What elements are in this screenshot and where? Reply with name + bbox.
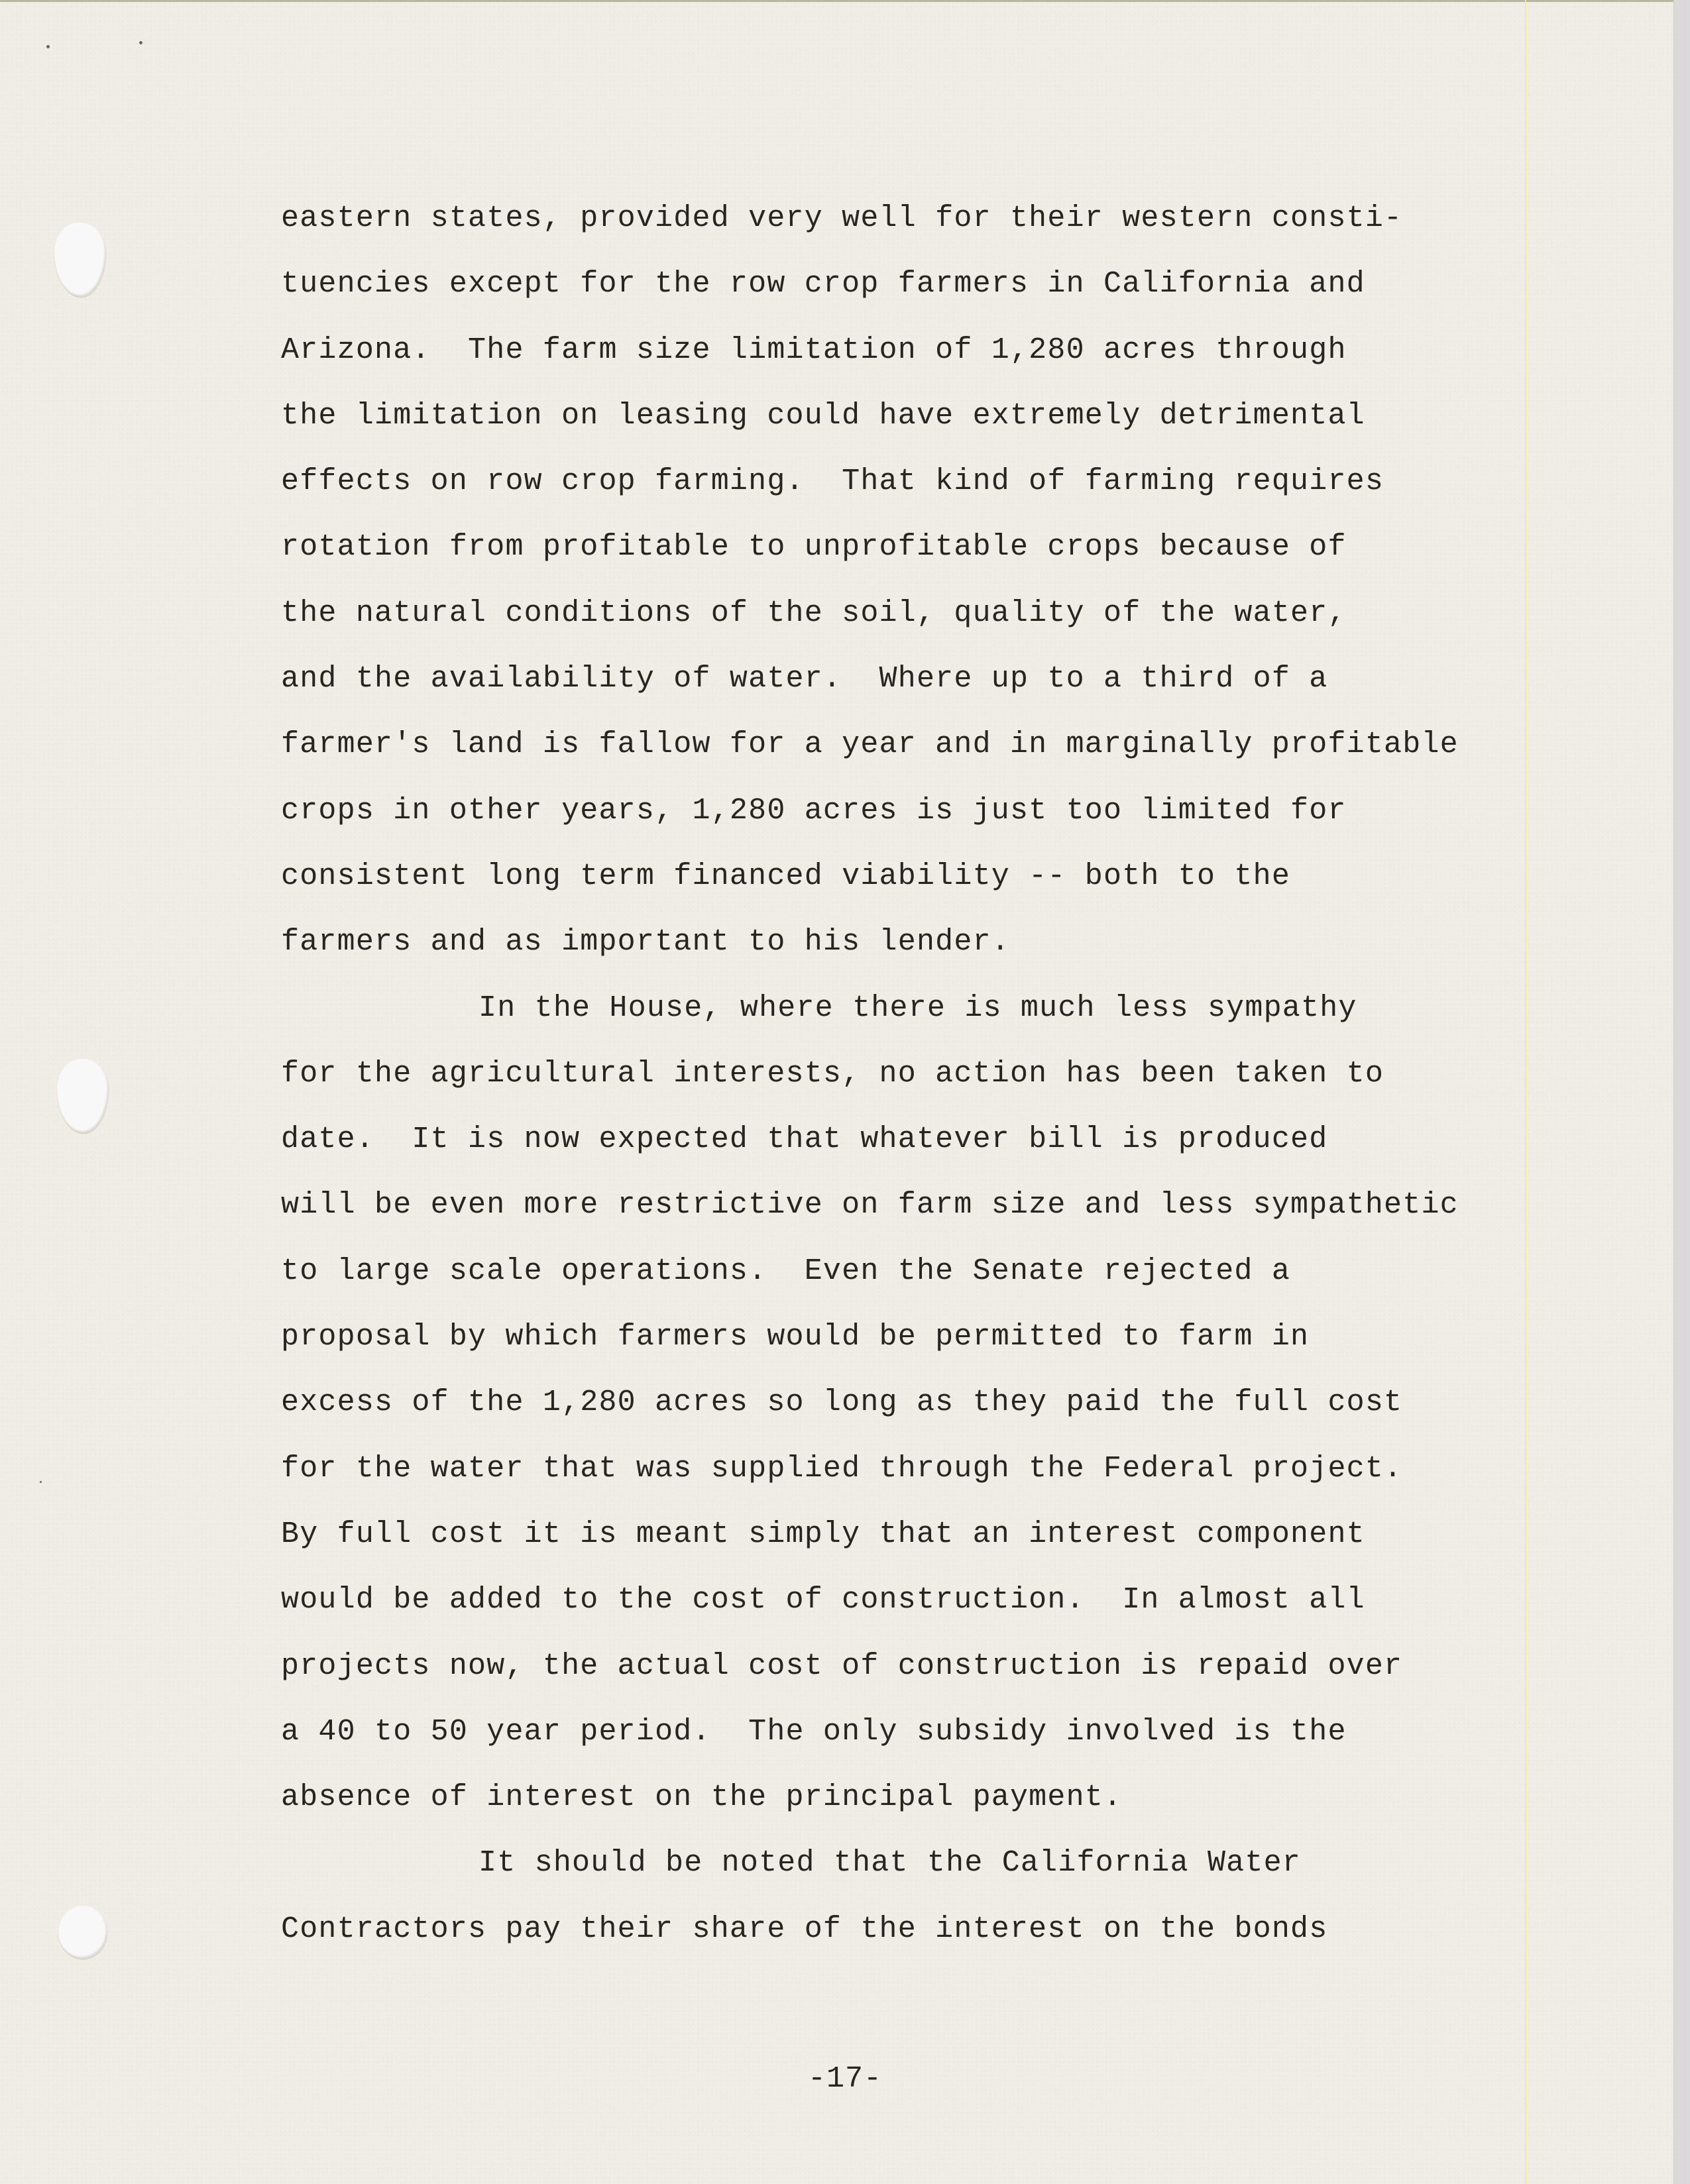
page-number: -17-: [807, 2062, 883, 2096]
paper-speck: [139, 41, 142, 44]
text-line: Contractors pay their share of the interest on the bonds: [281, 1912, 1328, 1946]
text-line: a 40 to 50 year period. The only subsidy involved is the: [281, 1714, 1347, 1749]
text-line: would be added to the cost of construction. In almost all: [281, 1583, 1365, 1617]
text-line: date. It is now expected that whatever bill is produced: [281, 1122, 1328, 1157]
paper-speck: [40, 1481, 42, 1483]
text-line: proposal by which farmers would be permitted to farm in: [281, 1320, 1310, 1354]
text-line: to large scale operations. Even the Senate rejected a: [281, 1254, 1291, 1288]
text-line: for the water that was supplied through the Federal project.: [281, 1451, 1403, 1486]
text-line: eastern states, provided very well for their western consti-: [281, 201, 1403, 235]
body-text: [281, 186, 1540, 1962]
text-line: the natural conditions of the soil, quality of the water,: [281, 596, 1347, 630]
paragraph-first-line: In the House, where there is much less sympathy: [479, 991, 1357, 1025]
text-line: projects now, the actual cost of construction is repaid over: [281, 1649, 1403, 1683]
text-line: and the availability of water. Where up to a third of a: [281, 662, 1328, 696]
scan-edge: [1673, 0, 1690, 2184]
punch-hole-bottom: [58, 1906, 107, 1959]
text-line: farmer's land is fallow for a year and in marginally profitable: [281, 728, 1459, 762]
page-top-edge: [0, 0, 1673, 2]
text-line: excess of the 1,280 acres so long as they paid the full cost: [281, 1386, 1403, 1420]
punch-hole-top: [54, 223, 106, 297]
text-line: will be even more restrictive on farm size and less sympathetic: [281, 1188, 1459, 1223]
text-line: consistent long term financed viability -- both to the: [281, 859, 1291, 893]
text-line: crops in other years, 1,280 acres is just too limited for: [281, 793, 1347, 828]
text-line: for the agricultural interests, no action has been taken to: [281, 1056, 1384, 1091]
text-line: Arizona. The farm size limitation of 1,280 acres through: [281, 333, 1347, 367]
text-line: tuencies except for the row crop farmers in California and: [281, 267, 1365, 301]
text-line: effects on row crop farming. That kind of farming requires: [281, 464, 1384, 499]
punch-hole-middle: [57, 1059, 109, 1133]
text-line: the limitation on leasing could have extremely detrimental: [281, 398, 1365, 433]
text-line: By full cost it is meant simply that an interest component: [281, 1517, 1365, 1551]
paragraph-first-line: It should be noted that the California Water: [479, 1846, 1301, 1881]
text-line: rotation from profitable to unprofitable crops because of: [281, 530, 1347, 565]
text-line: farmers and as important to his lender.: [281, 925, 1010, 959]
paper-speck: [46, 45, 50, 48]
text-line: absence of interest on the principal payment.: [281, 1780, 1123, 1815]
